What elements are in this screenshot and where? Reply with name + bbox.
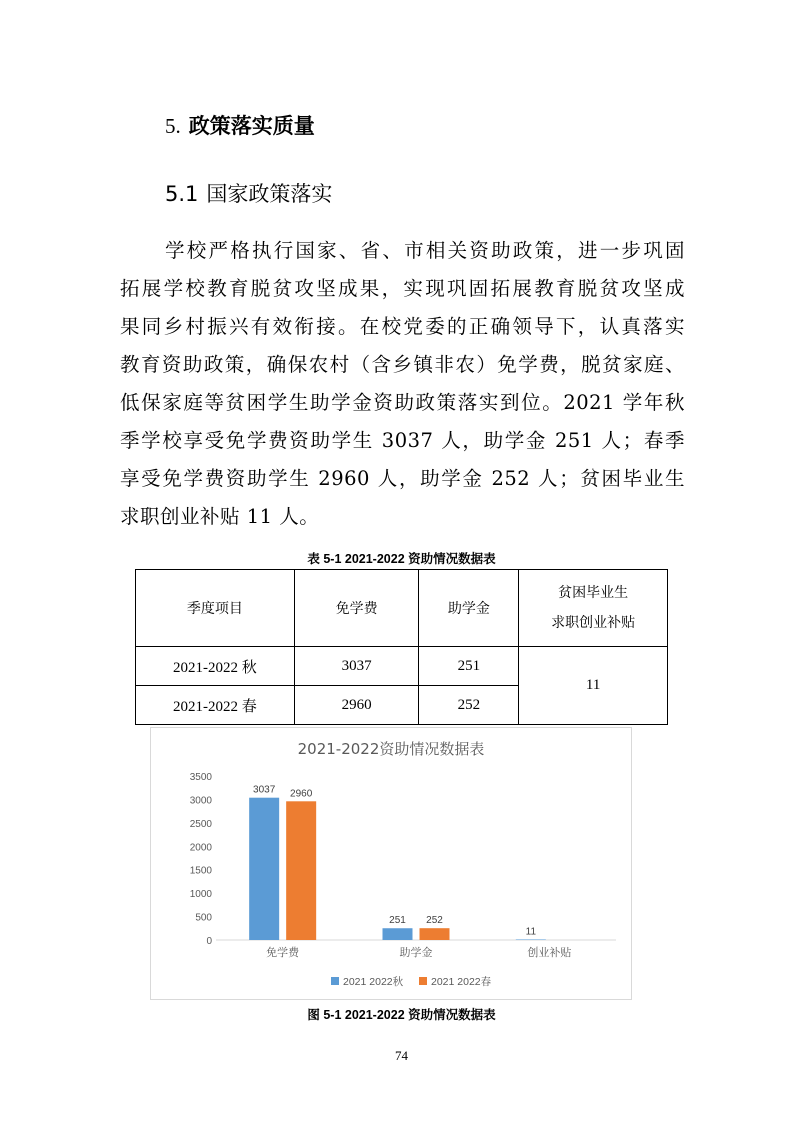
header-cell: 助学金 — [419, 570, 519, 647]
y-tick-label: 1000 — [189, 889, 212, 901]
paragraph-line: 求职创业补贴 11 人。 — [120, 505, 320, 528]
paragraph-line: 拓展学校教育脱贫攻坚成果，实现巩固拓展教育脱贫攻坚成 — [120, 277, 685, 300]
y-tick-label: 500 — [195, 912, 212, 924]
table-caption: 表 5-1 2021-2022 资助情况数据表 — [307, 552, 496, 566]
bar — [420, 928, 450, 940]
subsection-heading — [165, 178, 332, 208]
data-label: 2960 — [290, 788, 313, 800]
x-tick-label: 创业补贴 — [527, 946, 572, 959]
y-tick-label: 2000 — [189, 842, 212, 854]
legend-swatch — [419, 977, 427, 985]
header-subsidy-line1: 贫困毕业生 — [558, 585, 629, 601]
section-title: 政策落实质量 — [188, 114, 315, 138]
body-paragraph — [120, 232, 685, 536]
paragraph-line: 季学校享受免学费资助学生 3037 人，助学金 251 人；春季 — [120, 429, 685, 452]
y-tick-label: 3500 — [189, 772, 212, 783]
header-cell: 免学费 — [294, 570, 419, 647]
y-tick-label: 3000 — [189, 795, 212, 807]
paragraph-line: 果同乡村振兴有效衔接。在校党委的正确领导下，认真落实 — [120, 315, 685, 338]
legend-label: 2021 2022秋 — [343, 976, 404, 988]
aid-bar-chart — [150, 727, 632, 1000]
legend-swatch — [331, 977, 339, 985]
y-tick-label: 2500 — [189, 818, 212, 830]
row-label: 2021-2022 秋 — [136, 647, 295, 686]
header-cell: 季度项目 — [136, 570, 295, 647]
data-label: 252 — [426, 915, 443, 927]
subsidy-value: 11 — [519, 647, 668, 725]
header-cell-subsidy — [519, 570, 668, 647]
section-number: 5. — [165, 114, 181, 138]
figure-caption: 图 5-1 2021-2022 资助情况数据表 — [307, 1008, 496, 1022]
tuition-value: 2960 — [294, 686, 419, 725]
x-tick-label: 助学金 — [399, 946, 433, 959]
bar — [383, 928, 413, 940]
data-label: 251 — [389, 915, 406, 927]
grant-value: 251 — [419, 647, 519, 686]
page-number: 74 — [395, 1048, 408, 1063]
paragraph-line: 低保家庭等贫困学生助学金资助政策落实到位。2021 学年秋 — [120, 391, 685, 414]
table-header-row — [136, 570, 668, 647]
data-label: 11 — [525, 926, 537, 938]
header-subsidy-line2: 求职创业补贴 — [551, 615, 636, 631]
y-tick-label: 1500 — [189, 865, 212, 877]
legend-label: 2021 2022春 — [431, 976, 492, 988]
grant-value: 252 — [419, 686, 519, 725]
chart-title: 2021-2022资助情况数据表 — [297, 740, 485, 758]
tuition-value: 3037 — [294, 647, 419, 686]
bar — [249, 798, 279, 940]
paragraph-line: 学校严格执行国家、省、市相关资助政策，进一步巩固 — [165, 239, 685, 262]
bar — [516, 939, 546, 940]
aid-data-table — [135, 569, 668, 725]
bar — [286, 801, 316, 940]
subsection-number: 5.1 — [165, 182, 199, 206]
x-tick-label: 免学费 — [266, 946, 300, 959]
table-row — [136, 647, 668, 686]
chart-svg — [151, 728, 631, 999]
paragraph-line: 享受免学费资助学生 2960 人，助学金 252 人；贫困毕业生 — [120, 467, 685, 490]
data-label: 3037 — [253, 784, 276, 796]
y-tick-label: 0 — [206, 936, 212, 947]
subsection-title: 国家政策落实 — [206, 182, 333, 206]
section-heading — [165, 110, 315, 140]
row-label: 2021-2022 春 — [136, 686, 295, 725]
paragraph-line: 教育资助政策，确保农村（含乡镇非农）免学费，脱贫家庭、 — [120, 353, 685, 376]
